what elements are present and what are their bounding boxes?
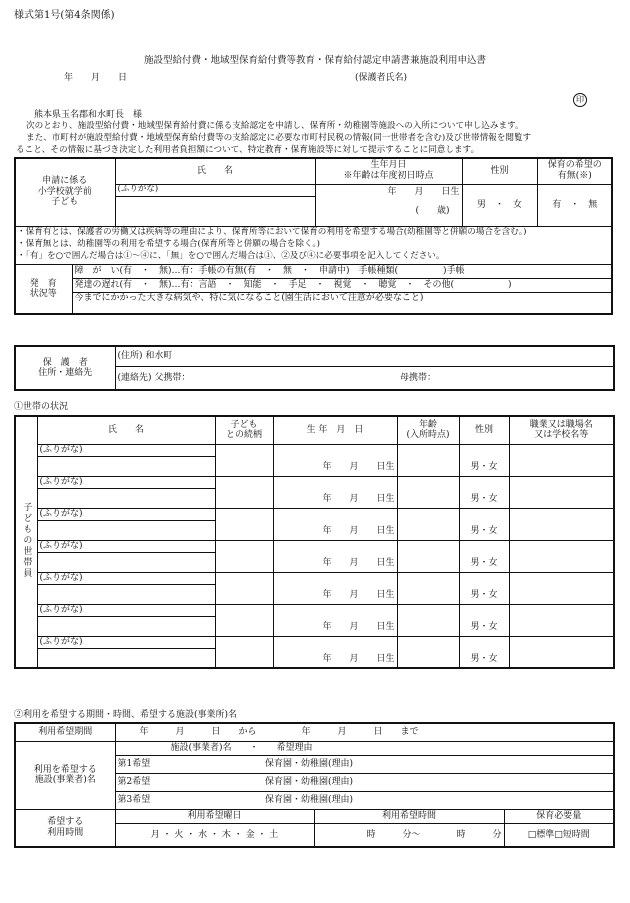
child-furigana-field[interactable]: (ふりがな) xyxy=(115,184,315,196)
member-birth[interactable]: 年 月 日生 xyxy=(273,476,397,508)
household-table xyxy=(14,415,615,669)
days-field[interactable]: 月 ・ 火 ・ 水 ・ 木 ・ 金 ・ 土 xyxy=(115,823,314,847)
disability-row[interactable]: 障 が い(有 ・ 無)…有：手帳の有無(有 ・ 無 ・ 申請中) 手帳種類( )手帳 xyxy=(72,265,612,279)
days-header: 利用希望曜日 xyxy=(115,809,314,823)
member-sex[interactable]: 男・女 xyxy=(459,604,509,636)
facility-label: 利用を希望する 施設(事業者)名 xyxy=(15,741,115,809)
member-age[interactable] xyxy=(397,444,459,476)
child-name-field[interactable] xyxy=(115,196,315,226)
member-job[interactable] xyxy=(509,604,614,636)
period-label: 利用希望期間 xyxy=(15,723,115,741)
member-relation[interactable] xyxy=(215,444,273,476)
member-furigana[interactable]: (ふりがな) xyxy=(37,508,215,520)
child-birth-field[interactable]: 年 月 日生 ( 歳) xyxy=(315,184,462,226)
member-birth[interactable]: 年 月 日生 xyxy=(273,636,397,668)
development-label: 発 育 状況等 xyxy=(15,265,72,314)
member-birth[interactable]: 年 月 日生 xyxy=(273,444,397,476)
member-name[interactable] xyxy=(37,648,215,668)
care-wish-header: 保育の希望の 有無(※) xyxy=(537,158,612,184)
intro-text-1: 次のとおり、施設型給付費・地域型保育給付費に係る支給認定を申請し、保育所・幼稚園等施設への入所について申し込みます。 xyxy=(26,121,524,131)
member-job[interactable] xyxy=(509,540,614,572)
sex-header: 性別 xyxy=(462,158,537,184)
hours-header: 利用希望時間 xyxy=(314,809,504,823)
member-job[interactable] xyxy=(509,508,614,540)
member-furigana[interactable]: (ふりがな) xyxy=(37,540,215,552)
member-name[interactable] xyxy=(37,488,215,508)
member-furigana[interactable]: (ふりがな) xyxy=(37,476,215,488)
member-job[interactable] xyxy=(509,636,614,668)
child-label: 申請に係る 小学校就学前 子ども xyxy=(15,158,115,226)
child-table xyxy=(15,158,612,227)
member-birth[interactable]: 年 月 日生 xyxy=(273,508,397,540)
member-relation[interactable] xyxy=(215,540,273,572)
member-furigana[interactable]: (ふりがな) xyxy=(37,572,215,584)
member-furigana[interactable]: (ふりがな) xyxy=(37,604,215,616)
member-relation[interactable] xyxy=(215,508,273,540)
child-sex-field[interactable]: 男 ・ 女 xyxy=(462,184,537,226)
time-label: 希望する 利用時間 xyxy=(15,809,115,847)
member-job[interactable] xyxy=(509,572,614,604)
usage-section-title: ②利用を希望する期間・時間、希望する施設(事業所)名 xyxy=(14,710,238,720)
member-name[interactable] xyxy=(37,456,215,476)
guardian-label: 保 護 者 住所・連絡先 xyxy=(15,346,115,390)
member-sex[interactable]: 男・女 xyxy=(459,508,509,540)
member-name[interactable] xyxy=(37,616,215,636)
hours-field[interactable]: 時 分～ 時 分 xyxy=(314,823,504,847)
facility-choice-3[interactable]: 第3希望 保育園・幼稚園(理由) xyxy=(115,791,614,809)
care-amount-field[interactable]: □標準□短時間 xyxy=(504,823,614,847)
job-header: 職業又は職場名 又は学校名等 xyxy=(509,416,614,444)
member-relation[interactable] xyxy=(215,604,273,636)
note-1: ・保育有とは、保護者の労働又は疾病等の理由により、保育所等において保育の利用を希望する場合(幼稚園等と併願の場合を含む。) xyxy=(17,227,527,237)
facility-header: 施設(事業者)名 ・ 希望理由 xyxy=(115,741,614,755)
member-name-header: 氏 名 xyxy=(37,416,215,444)
addressee: 熊本県玉名郡和水町長 様 xyxy=(34,110,143,120)
member-furigana[interactable]: (ふりがな) xyxy=(37,636,215,648)
member-age[interactable] xyxy=(397,572,459,604)
guardian-address-field[interactable]: (住所) 和水町 xyxy=(115,346,614,366)
member-age[interactable] xyxy=(397,508,459,540)
form-title: 施設型給付費・地域型保育給付費等教育・保育給付認定申請書兼施設利用申込書 xyxy=(143,55,486,66)
illness-notes-row[interactable]: 今までにかかった大きな病気や、特に気になること(園生活において注意が必要なこと) xyxy=(72,293,612,314)
age-header: 年齢 (入所時点) xyxy=(397,416,459,444)
member-name[interactable] xyxy=(37,520,215,540)
birth-header: 生年月日 ※年齢は年度初日時点 xyxy=(315,158,462,184)
household-section-title: ①世帯の状況 xyxy=(14,402,69,412)
member-sex[interactable]: 男・女 xyxy=(459,540,509,572)
member-name[interactable] xyxy=(37,552,215,572)
developmental-delay-row[interactable]: 発達の遅れ(有 ・ 無)…有：言語 ・ 知能 ・ 手足 ・ 視覚 ・ 聴覚 ・ その他( ) xyxy=(72,279,612,293)
member-job[interactable] xyxy=(509,444,614,476)
member-sex[interactable]: 男・女 xyxy=(459,444,509,476)
member-sex[interactable]: 男・女 xyxy=(459,572,509,604)
usage-table xyxy=(14,722,615,848)
guardian-contact-field[interactable]: (連絡先) 父携帯： 母携帯： xyxy=(115,366,614,390)
household-side-label: 子どもの世帯員 xyxy=(15,416,37,668)
note-3: ・「有」を○で囲んだ場合は①～④に、「無」を○で囲んだ場合は①、②及び④に必要事項を記入してください。 xyxy=(17,251,445,261)
member-age[interactable] xyxy=(397,604,459,636)
intro-text-2: また、市町村が施設型給付費・地域型保育給付費等の支給認定に必要な市町村民税の情報(同一世帯者を含む)及び世帯情報を閲覧す xyxy=(26,133,532,143)
guardian-name-label: (保護者氏名) xyxy=(355,73,408,83)
member-age[interactable] xyxy=(397,476,459,508)
member-relation[interactable] xyxy=(215,572,273,604)
member-sex-header: 性別 xyxy=(459,416,509,444)
child-care-wish-field[interactable]: 有 ・ 無 xyxy=(537,184,612,226)
member-name[interactable] xyxy=(37,584,215,604)
member-birth[interactable]: 年 月 日生 xyxy=(273,540,397,572)
member-relation[interactable] xyxy=(215,476,273,508)
child-name-header: 氏 名 xyxy=(115,158,315,184)
care-amount-header: 保育必要量 xyxy=(504,809,614,823)
facility-choice-2[interactable]: 第2希望 保育園・幼稚園(理由) xyxy=(115,773,614,791)
member-age[interactable] xyxy=(397,636,459,668)
member-sex[interactable]: 男・女 xyxy=(459,476,509,508)
development-table xyxy=(15,264,612,314)
member-birth-header: 生 年 月 日 xyxy=(273,416,397,444)
member-birth[interactable]: 年 月 日生 xyxy=(273,604,397,636)
seal-mark: 印 xyxy=(573,93,587,107)
date-label: 年 月 日 xyxy=(64,73,128,83)
member-birth[interactable]: 年 月 日生 xyxy=(273,572,397,604)
facility-choice-1[interactable]: 第1希望 保育園・幼稚園(理由) xyxy=(115,755,614,773)
guardian-table xyxy=(14,345,615,391)
member-age[interactable] xyxy=(397,540,459,572)
member-job[interactable] xyxy=(509,476,614,508)
note-2: ・保育無とは、幼稚園等の利用を希望する場合(保育所等と併願の場合を除く。) xyxy=(17,239,321,249)
relation-header: 子ども との続柄 xyxy=(215,416,273,444)
form-number: 様式第1号(第4条関係) xyxy=(14,10,115,21)
intro-text-3: ること、その情報に基づき決定した利用者負担額について、特定教育・保育施設等に対して提示することに同意します。 xyxy=(16,145,480,155)
period-field[interactable]: 年 月 日 から 年 月 日 まで xyxy=(115,723,614,741)
member-furigana[interactable]: (ふりがな) xyxy=(37,444,215,456)
member-sex[interactable]: 男・女 xyxy=(459,636,509,668)
member-relation[interactable] xyxy=(215,636,273,668)
